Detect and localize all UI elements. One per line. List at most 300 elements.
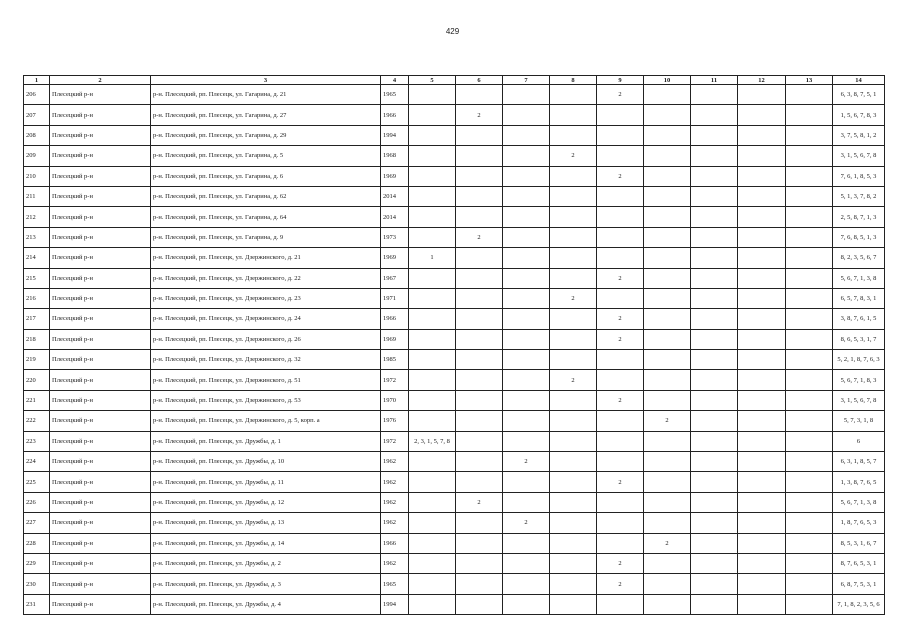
col13-cell — [786, 553, 833, 573]
table-row — [24, 309, 885, 329]
year-cell: 1970 — [381, 390, 409, 410]
col13-cell — [786, 411, 833, 431]
district-cell: Плесецкий р-н — [50, 186, 151, 206]
district-cell: Плесецкий р-н — [50, 288, 151, 308]
col12-cell — [738, 533, 786, 553]
col13-cell — [786, 533, 833, 553]
col6-cell: 2 — [456, 492, 503, 512]
col10-cell — [644, 207, 691, 227]
col8-cell — [550, 431, 597, 451]
col8-cell — [550, 125, 597, 145]
col10-cell — [644, 268, 691, 288]
col5-cell — [409, 574, 456, 594]
col11-cell — [691, 431, 738, 451]
col11-cell — [691, 125, 738, 145]
district-cell: Плесецкий р-н — [50, 594, 151, 614]
year-cell: 1967 — [381, 268, 409, 288]
col9-cell — [597, 105, 644, 125]
col10-cell: 2 — [644, 533, 691, 553]
col6-cell — [456, 288, 503, 308]
col5-cell — [409, 533, 456, 553]
col11-cell — [691, 329, 738, 349]
col8-cell — [550, 533, 597, 553]
col12-cell — [738, 431, 786, 451]
col6-cell — [456, 207, 503, 227]
col9-cell — [597, 452, 644, 472]
col9-cell: 2 — [597, 268, 644, 288]
col12-cell — [738, 207, 786, 227]
year-cell: 1969 — [381, 166, 409, 186]
col9-cell — [597, 146, 644, 166]
row-number: 210 — [24, 166, 50, 186]
row-number: 222 — [24, 411, 50, 431]
col12-cell — [738, 492, 786, 512]
col10-cell — [644, 329, 691, 349]
col6-cell — [456, 411, 503, 431]
col5-cell — [409, 207, 456, 227]
col8-cell — [550, 105, 597, 125]
col13-cell — [786, 309, 833, 329]
col7-cell — [503, 431, 550, 451]
row-number: 219 — [24, 350, 50, 370]
col13-cell — [786, 492, 833, 512]
row-number: 209 — [24, 146, 50, 166]
col12-cell — [738, 186, 786, 206]
col6-cell — [456, 248, 503, 268]
col8-cell — [550, 492, 597, 512]
col11-cell — [691, 288, 738, 308]
col12-cell — [738, 574, 786, 594]
col8-cell — [550, 85, 597, 105]
table-row — [24, 411, 885, 431]
district-cell: Плесецкий р-н — [50, 146, 151, 166]
table-row — [24, 492, 885, 512]
year-cell: 1969 — [381, 329, 409, 349]
table-body — [24, 85, 885, 615]
col6-cell — [456, 268, 503, 288]
address-cell: р-н. Плесецкий, рп. Плесецк, ул. Дружбы, д. 11 — [151, 472, 381, 492]
col9-cell: 2 — [597, 85, 644, 105]
col10-cell — [644, 350, 691, 370]
col13-cell — [786, 390, 833, 410]
address-cell: р-н. Плесецкий, рп. Плесецк, ул. Дзержинского, д. 5, корп. а — [151, 411, 381, 431]
col13-cell — [786, 248, 833, 268]
col9-cell — [597, 594, 644, 614]
district-cell: Плесецкий р-н — [50, 452, 151, 472]
table-row — [24, 533, 885, 553]
col10-cell — [644, 166, 691, 186]
column-header: 2 — [50, 76, 151, 85]
col9-cell — [597, 288, 644, 308]
col8-cell — [550, 227, 597, 247]
col10-cell — [644, 431, 691, 451]
district-cell: Плесецкий р-н — [50, 125, 151, 145]
row-number: 208 — [24, 125, 50, 145]
col12-cell — [738, 146, 786, 166]
col5-cell — [409, 268, 456, 288]
col10-cell: 2 — [644, 411, 691, 431]
year-cell: 1966 — [381, 105, 409, 125]
district-cell: Плесецкий р-н — [50, 390, 151, 410]
col8-cell — [550, 248, 597, 268]
address-cell: р-н. Плесецкий, рп. Плесецк, ул. Дзержинского, д. 23 — [151, 288, 381, 308]
col10-cell — [644, 186, 691, 206]
col12-cell — [738, 105, 786, 125]
col14-cell: 5, 7, 3, 1, 8 — [833, 411, 885, 431]
address-cell: р-н. Плесецкий, рп. Плесецк, ул. Гагарина, д. 62 — [151, 186, 381, 206]
col12-cell — [738, 288, 786, 308]
column-header: 7 — [503, 76, 550, 85]
col9-cell — [597, 125, 644, 145]
table-row — [24, 288, 885, 308]
table-row — [24, 146, 885, 166]
col6-cell — [456, 533, 503, 553]
col10-cell — [644, 248, 691, 268]
col11-cell — [691, 513, 738, 533]
col10-cell — [644, 574, 691, 594]
col5-cell — [409, 594, 456, 614]
table-row — [24, 166, 885, 186]
year-cell: 1962 — [381, 492, 409, 512]
col14-cell: 3, 1, 5, 6, 7, 8 — [833, 146, 885, 166]
col12-cell — [738, 411, 786, 431]
col9-cell — [597, 431, 644, 451]
column-header: 3 — [151, 76, 381, 85]
address-cell: р-н. Плесецкий, рп. Плесецк, ул. Дружбы, д. 12 — [151, 492, 381, 512]
district-cell: Плесецкий р-н — [50, 329, 151, 349]
col10-cell — [644, 452, 691, 472]
table-row — [24, 125, 885, 145]
col11-cell — [691, 472, 738, 492]
row-number: 220 — [24, 370, 50, 390]
col13-cell — [786, 186, 833, 206]
col9-cell — [597, 411, 644, 431]
col11-cell — [691, 268, 738, 288]
col9-cell — [597, 207, 644, 227]
table-row — [24, 207, 885, 227]
col8-cell — [550, 513, 597, 533]
col7-cell — [503, 85, 550, 105]
col11-cell — [691, 390, 738, 410]
col7-cell — [503, 207, 550, 227]
col13-cell — [786, 574, 833, 594]
address-cell: р-н. Плесецкий, рп. Плесецк, ул. Дружбы, д. 10 — [151, 452, 381, 472]
row-number: 228 — [24, 533, 50, 553]
col9-cell — [597, 248, 644, 268]
row-number: 224 — [24, 452, 50, 472]
row-number: 216 — [24, 288, 50, 308]
col13-cell — [786, 594, 833, 614]
col7-cell — [503, 390, 550, 410]
col10-cell — [644, 309, 691, 329]
table-row — [24, 85, 885, 105]
row-number: 218 — [24, 329, 50, 349]
col7-cell — [503, 125, 550, 145]
district-cell: Плесецкий р-н — [50, 166, 151, 186]
address-cell: р-н. Плесецкий, рп. Плесецк, ул. Дзержинского, д. 53 — [151, 390, 381, 410]
year-cell: 1962 — [381, 513, 409, 533]
col9-cell — [597, 227, 644, 247]
row-number: 227 — [24, 513, 50, 533]
col14-cell: 5, 6, 7, 1, 8, 3 — [833, 370, 885, 390]
address-cell: р-н. Плесецкий, рп. Плесецк, ул. Дзержинского, д. 22 — [151, 268, 381, 288]
year-cell: 1994 — [381, 125, 409, 145]
col13-cell — [786, 370, 833, 390]
col6-cell — [456, 553, 503, 573]
column-header: 4 — [381, 76, 409, 85]
address-cell: р-н. Плесецкий, рп. Плесецк, ул. Гагарина, д. 29 — [151, 125, 381, 145]
col14-cell: 8, 2, 3, 5, 6, 7 — [833, 248, 885, 268]
col9-cell: 2 — [597, 574, 644, 594]
address-cell: р-н. Плесецкий, рп. Плесецк, ул. Дружбы, д. 1 — [151, 431, 381, 451]
col6-cell — [456, 85, 503, 105]
table-row — [24, 227, 885, 247]
district-cell: Плесецкий р-н — [50, 268, 151, 288]
address-cell: р-н. Плесецкий, рп. Плесецк, ул. Гагарина, д. 27 — [151, 105, 381, 125]
table-row — [24, 390, 885, 410]
year-cell: 1976 — [381, 411, 409, 431]
district-cell: Плесецкий р-н — [50, 227, 151, 247]
col5-cell — [409, 85, 456, 105]
address-cell: р-н. Плесецкий, рп. Плесецк, ул. Дзержинского, д. 32 — [151, 350, 381, 370]
column-header: 8 — [550, 76, 597, 85]
col14-cell: 1, 8, 7, 6, 5, 3 — [833, 513, 885, 533]
col8-cell — [550, 390, 597, 410]
year-cell: 1962 — [381, 452, 409, 472]
col14-cell: 1, 5, 6, 7, 8, 3 — [833, 105, 885, 125]
table-row — [24, 329, 885, 349]
col9-cell — [597, 350, 644, 370]
row-number: 212 — [24, 207, 50, 227]
col7-cell — [503, 309, 550, 329]
year-cell: 2014 — [381, 186, 409, 206]
col6-cell — [456, 329, 503, 349]
table-row — [24, 574, 885, 594]
district-cell: Плесецкий р-н — [50, 309, 151, 329]
table-row — [24, 248, 885, 268]
col14-cell: 6, 8, 7, 5, 3, 1 — [833, 574, 885, 594]
year-cell: 1966 — [381, 309, 409, 329]
row-number: 230 — [24, 574, 50, 594]
address-cell: р-н. Плесецкий, рп. Плесецк, ул. Дружбы, д. 13 — [151, 513, 381, 533]
col5-cell: 1 — [409, 248, 456, 268]
col6-cell — [456, 472, 503, 492]
col6-cell — [456, 390, 503, 410]
address-cell: р-н. Плесецкий, рп. Плесецк, ул. Дружбы, д. 14 — [151, 533, 381, 553]
address-cell: р-н. Плесецкий, рп. Плесецк, ул. Гагарина, д. 6 — [151, 166, 381, 186]
year-cell: 1971 — [381, 288, 409, 308]
col14-cell: 3, 1, 5, 6, 7, 8 — [833, 390, 885, 410]
col14-cell: 6, 3, 1, 8, 5, 7 — [833, 452, 885, 472]
col13-cell — [786, 329, 833, 349]
col10-cell — [644, 85, 691, 105]
district-cell: Плесецкий р-н — [50, 105, 151, 125]
col11-cell — [691, 309, 738, 329]
col8-cell — [550, 309, 597, 329]
col8-cell — [550, 411, 597, 431]
district-cell: Плесецкий р-н — [50, 370, 151, 390]
col11-cell — [691, 574, 738, 594]
col6-cell — [456, 513, 503, 533]
col5-cell: 2, 3, 1, 5, 7, 8 — [409, 431, 456, 451]
col14-cell: 6, 5, 7, 8, 3, 1 — [833, 288, 885, 308]
col5-cell — [409, 166, 456, 186]
row-number: 226 — [24, 492, 50, 512]
col12-cell — [738, 452, 786, 472]
col9-cell — [597, 492, 644, 512]
col6-cell — [456, 431, 503, 451]
col7-cell — [503, 268, 550, 288]
col8-cell — [550, 574, 597, 594]
col6-cell — [456, 186, 503, 206]
district-cell: Плесецкий р-н — [50, 248, 151, 268]
col11-cell — [691, 492, 738, 512]
col12-cell — [738, 390, 786, 410]
col6-cell — [456, 370, 503, 390]
table-row — [24, 452, 885, 472]
col12-cell — [738, 350, 786, 370]
col11-cell — [691, 105, 738, 125]
col5-cell — [409, 553, 456, 573]
column-header: 6 — [456, 76, 503, 85]
col12-cell — [738, 268, 786, 288]
address-cell: р-н. Плесецкий, рп. Плесецк, ул. Дзержинского, д. 26 — [151, 329, 381, 349]
row-number: 217 — [24, 309, 50, 329]
col10-cell — [644, 492, 691, 512]
col10-cell — [644, 227, 691, 247]
col5-cell — [409, 390, 456, 410]
col12-cell — [738, 594, 786, 614]
col10-cell — [644, 370, 691, 390]
col5-cell — [409, 125, 456, 145]
col13-cell — [786, 85, 833, 105]
col13-cell — [786, 288, 833, 308]
year-cell: 1972 — [381, 370, 409, 390]
address-cell: р-н. Плесецкий, рп. Плесецк, ул. Гагарина, д. 21 — [151, 85, 381, 105]
col6-cell — [456, 594, 503, 614]
col8-cell — [550, 207, 597, 227]
col7-cell — [503, 574, 550, 594]
row-number: 214 — [24, 248, 50, 268]
col9-cell — [597, 370, 644, 390]
col12-cell — [738, 227, 786, 247]
table-row — [24, 105, 885, 125]
col14-cell: 5, 6, 7, 1, 3, 8 — [833, 492, 885, 512]
col12-cell — [738, 125, 786, 145]
address-cell: р-н. Плесецкий, рп. Плесецк, ул. Гагарина, д. 9 — [151, 227, 381, 247]
col11-cell — [691, 411, 738, 431]
col13-cell — [786, 125, 833, 145]
table-row — [24, 431, 885, 451]
column-header: 11 — [691, 76, 738, 85]
col7-cell — [503, 533, 550, 553]
col8-cell — [550, 594, 597, 614]
col8-cell — [550, 329, 597, 349]
col11-cell — [691, 207, 738, 227]
col14-cell: 3, 7, 5, 8, 1, 2 — [833, 125, 885, 145]
col5-cell — [409, 105, 456, 125]
row-number: 213 — [24, 227, 50, 247]
col7-cell — [503, 146, 550, 166]
col6-cell — [456, 125, 503, 145]
col14-cell: 2, 5, 8, 7, 1, 3 — [833, 207, 885, 227]
col9-cell: 2 — [597, 390, 644, 410]
col10-cell — [644, 390, 691, 410]
col13-cell — [786, 350, 833, 370]
col14-cell: 1, 3, 8, 7, 6, 5 — [833, 472, 885, 492]
table-row — [24, 472, 885, 492]
col11-cell — [691, 594, 738, 614]
district-cell: Плесецкий р-н — [50, 85, 151, 105]
column-header: 14 — [833, 76, 885, 85]
row-number: 215 — [24, 268, 50, 288]
col11-cell — [691, 186, 738, 206]
col7-cell — [503, 248, 550, 268]
district-cell: Плесецкий р-н — [50, 574, 151, 594]
col7-cell — [503, 492, 550, 512]
col14-cell: 7, 6, 1, 8, 5, 3 — [833, 166, 885, 186]
col5-cell — [409, 146, 456, 166]
col8-cell — [550, 553, 597, 573]
col10-cell — [644, 125, 691, 145]
col11-cell — [691, 350, 738, 370]
table-row — [24, 350, 885, 370]
year-cell: 1973 — [381, 227, 409, 247]
col6-cell — [456, 166, 503, 186]
col8-cell — [550, 166, 597, 186]
col5-cell — [409, 452, 456, 472]
address-cell: р-н. Плесецкий, рп. Плесецк, ул. Дзержинского, д. 51 — [151, 370, 381, 390]
address-cell: р-н. Плесецкий, рп. Плесецк, ул. Гагарина, д. 64 — [151, 207, 381, 227]
column-header: 1 — [24, 76, 50, 85]
col7-cell: 2 — [503, 513, 550, 533]
col5-cell — [409, 350, 456, 370]
col12-cell — [738, 309, 786, 329]
col11-cell — [691, 85, 738, 105]
col7-cell — [503, 288, 550, 308]
col11-cell — [691, 553, 738, 573]
row-number: 207 — [24, 105, 50, 125]
col6-cell — [456, 452, 503, 472]
col7-cell — [503, 594, 550, 614]
col9-cell: 2 — [597, 166, 644, 186]
column-header: 10 — [644, 76, 691, 85]
col12-cell — [738, 472, 786, 492]
district-cell: Плесецкий р-н — [50, 513, 151, 533]
table-row — [24, 186, 885, 206]
year-cell: 1965 — [381, 85, 409, 105]
col9-cell: 2 — [597, 309, 644, 329]
district-cell: Плесецкий р-н — [50, 492, 151, 512]
year-cell: 1968 — [381, 146, 409, 166]
col13-cell — [786, 268, 833, 288]
col5-cell — [409, 370, 456, 390]
column-header: 12 — [738, 76, 786, 85]
page-number: 429 — [445, 27, 460, 36]
col10-cell — [644, 105, 691, 125]
col7-cell — [503, 350, 550, 370]
col7-cell — [503, 411, 550, 431]
col6-cell — [456, 574, 503, 594]
col7-cell — [503, 472, 550, 492]
col11-cell — [691, 452, 738, 472]
district-cell: Плесецкий р-н — [50, 553, 151, 573]
address-cell: р-н. Плесецкий, рп. Плесецк, ул. Дружбы, д. 4 — [151, 594, 381, 614]
col6-cell — [456, 146, 503, 166]
row-number: 223 — [24, 431, 50, 451]
col13-cell — [786, 207, 833, 227]
col14-cell: 5, 1, 3, 7, 8, 2 — [833, 186, 885, 206]
